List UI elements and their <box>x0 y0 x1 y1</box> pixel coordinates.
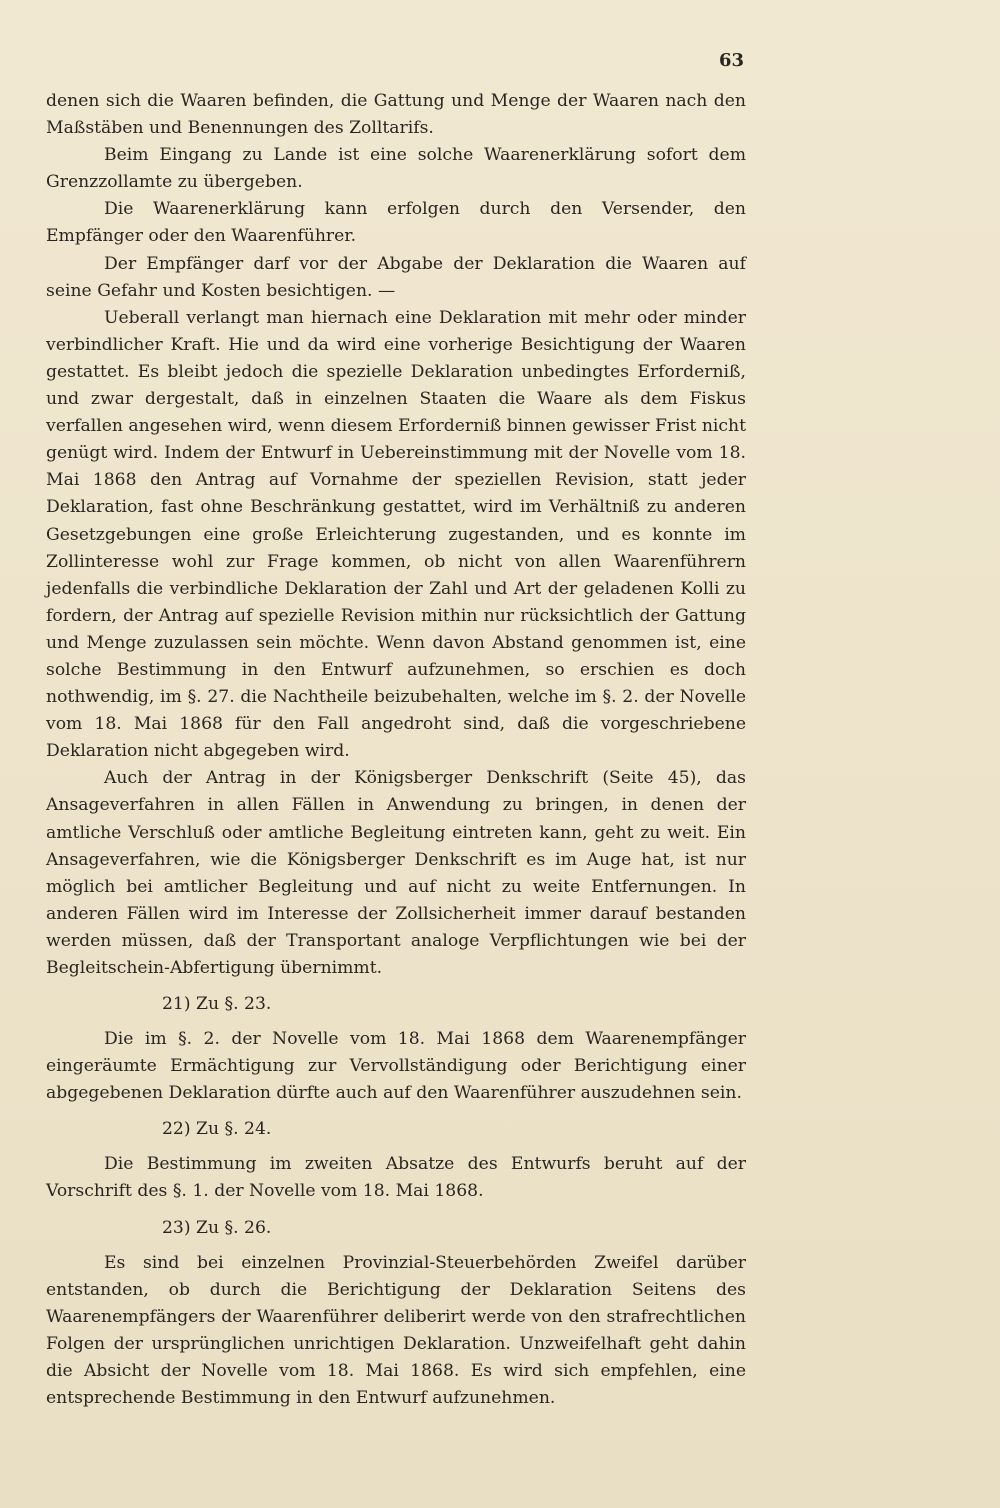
page-number: 63 <box>718 50 744 71</box>
section-heading: 21) Zu §. 23. <box>162 994 272 1015</box>
section-heading: 23) Zu §. 26. <box>162 1217 272 1238</box>
section-paragraph: Die im §. 2. der Novelle vom 18. Mai 1868 dem Waarenempfänger eingeräumte Ermächtigung zur Vervollständigung oder Berichtigung einer abgegebenen Deklaration dürfte auch auf den Waarenführer auszudehnen sein. <box>46 1029 746 1104</box>
section-paragraph: Es sind bei einzelnen Provinzial-Steuerbehörden Zweifel darüber entstanden, ob durch die Berichtigung der Deklaration Seitens des Waarenempfängers der Waarenführer deliberirt werde von den strafrechtlichen Folgen der ursprünglichen unrichtigen Deklaration. Unzweifelhaft geht dahin die Absicht der Novelle vom 18. Mai 1868. Es wird sich empfehlen, eine entsprechende Bestimmung in den Entwurf aufzunehmen. <box>46 1252 746 1409</box>
paragraph: denen sich die Waaren befinden, die Gattung und Menge der Waaren nach den Maßstäben und Benennungen des Zolltarifs. <box>46 91 746 139</box>
paragraph: Auch der Antrag in der Königsberger Denkschrift (Seite 45), das Ansageverfahren in allen Fällen in Anwendung zu bringen, in denen der amtliche Verschluß oder amtliche Begleitung eintreten kann, geht zu weit. Ein Ansageverfahren, wie die Königsberger Denkschrift es im Auge hat, ist nur möglich bei amtlicher Begleitung und auf nicht zu weite Entfernungen. In anderen Fällen wird im Interesse der Zollsicherheit immer darauf bestanden werden müssen, daß der Transportant analoge Verpflichtungen wie bei der Begleitschein-Abfertigung übernimmt. <box>46 768 746 978</box>
paragraph: Der Empfänger darf vor der Abgabe der Deklaration die Waaren auf seine Gefahr und Kosten besichtigen. — <box>46 253 746 301</box>
paragraph: Ueberall verlangt man hiernach eine Deklaration mit mehr oder minder verbindlicher Kraft. Hie und da wird eine vorherige Besichtigung der Waaren gestattet. Es bleibt jedoch die spezielle Deklaration unbedingtes Erforderniß, und zwar dergestalt, daß in einzelnen Staaten die Waare als dem Fiskus verfallen angesehen wird, wenn diesem Erforderniß binnen gewisser Frist nicht genügt wird. Indem der Entwurf in Uebereinstimmung mit der Novelle vom 18. Mai 1868 den Antrag auf Vornahme der speziellen Revision, statt jeder Deklaration, fast ohne Beschränkung gestattet, wird im Verhältniß zu anderen Gesetzgebungen eine große Erleichterung zugestanden, und es konnte im Zollinteresse wohl zur Frage kommen, ob nicht von allen Waarenführern jedenfalls die verbindliche Deklaration der Zahl und Art der geladenen Kolli zu fordern, der Antrag auf spezielle Revision mithin nur rücksichtlich der Gattung und Menge zuzulassen sein möchte. Wenn davon Abstand genommen ist, eine solche Bestimmung in den Entwurf aufzunehmen, so erschien es doch nothwendig, im §. 27. die Nachtheile beizubehalten, welche im §. 2. der Novelle vom 18. Mai 1868 für den Fall angedroht sind, daß die vorgeschriebene Deklaration nicht abgegeben wird. <box>46 307 746 762</box>
paragraph: Beim Eingang zu Lande ist eine solche Waarenerklärung sofort dem Grenzzollamte zu übergeben. <box>46 145 746 193</box>
section-paragraph: Die Bestimmung im zweiten Absatze des Entwurfs beruht auf der Vorschrift des §. 1. der Novelle vom 18. Mai 1868. <box>46 1154 746 1202</box>
section-heading: 22) Zu §. 24. <box>162 1119 272 1140</box>
body-text <box>46 88 746 1412</box>
paragraph: Die Waarenerklärung kann erfolgen durch den Versender, den Empfänger oder den Waarenführer. <box>46 199 746 247</box>
